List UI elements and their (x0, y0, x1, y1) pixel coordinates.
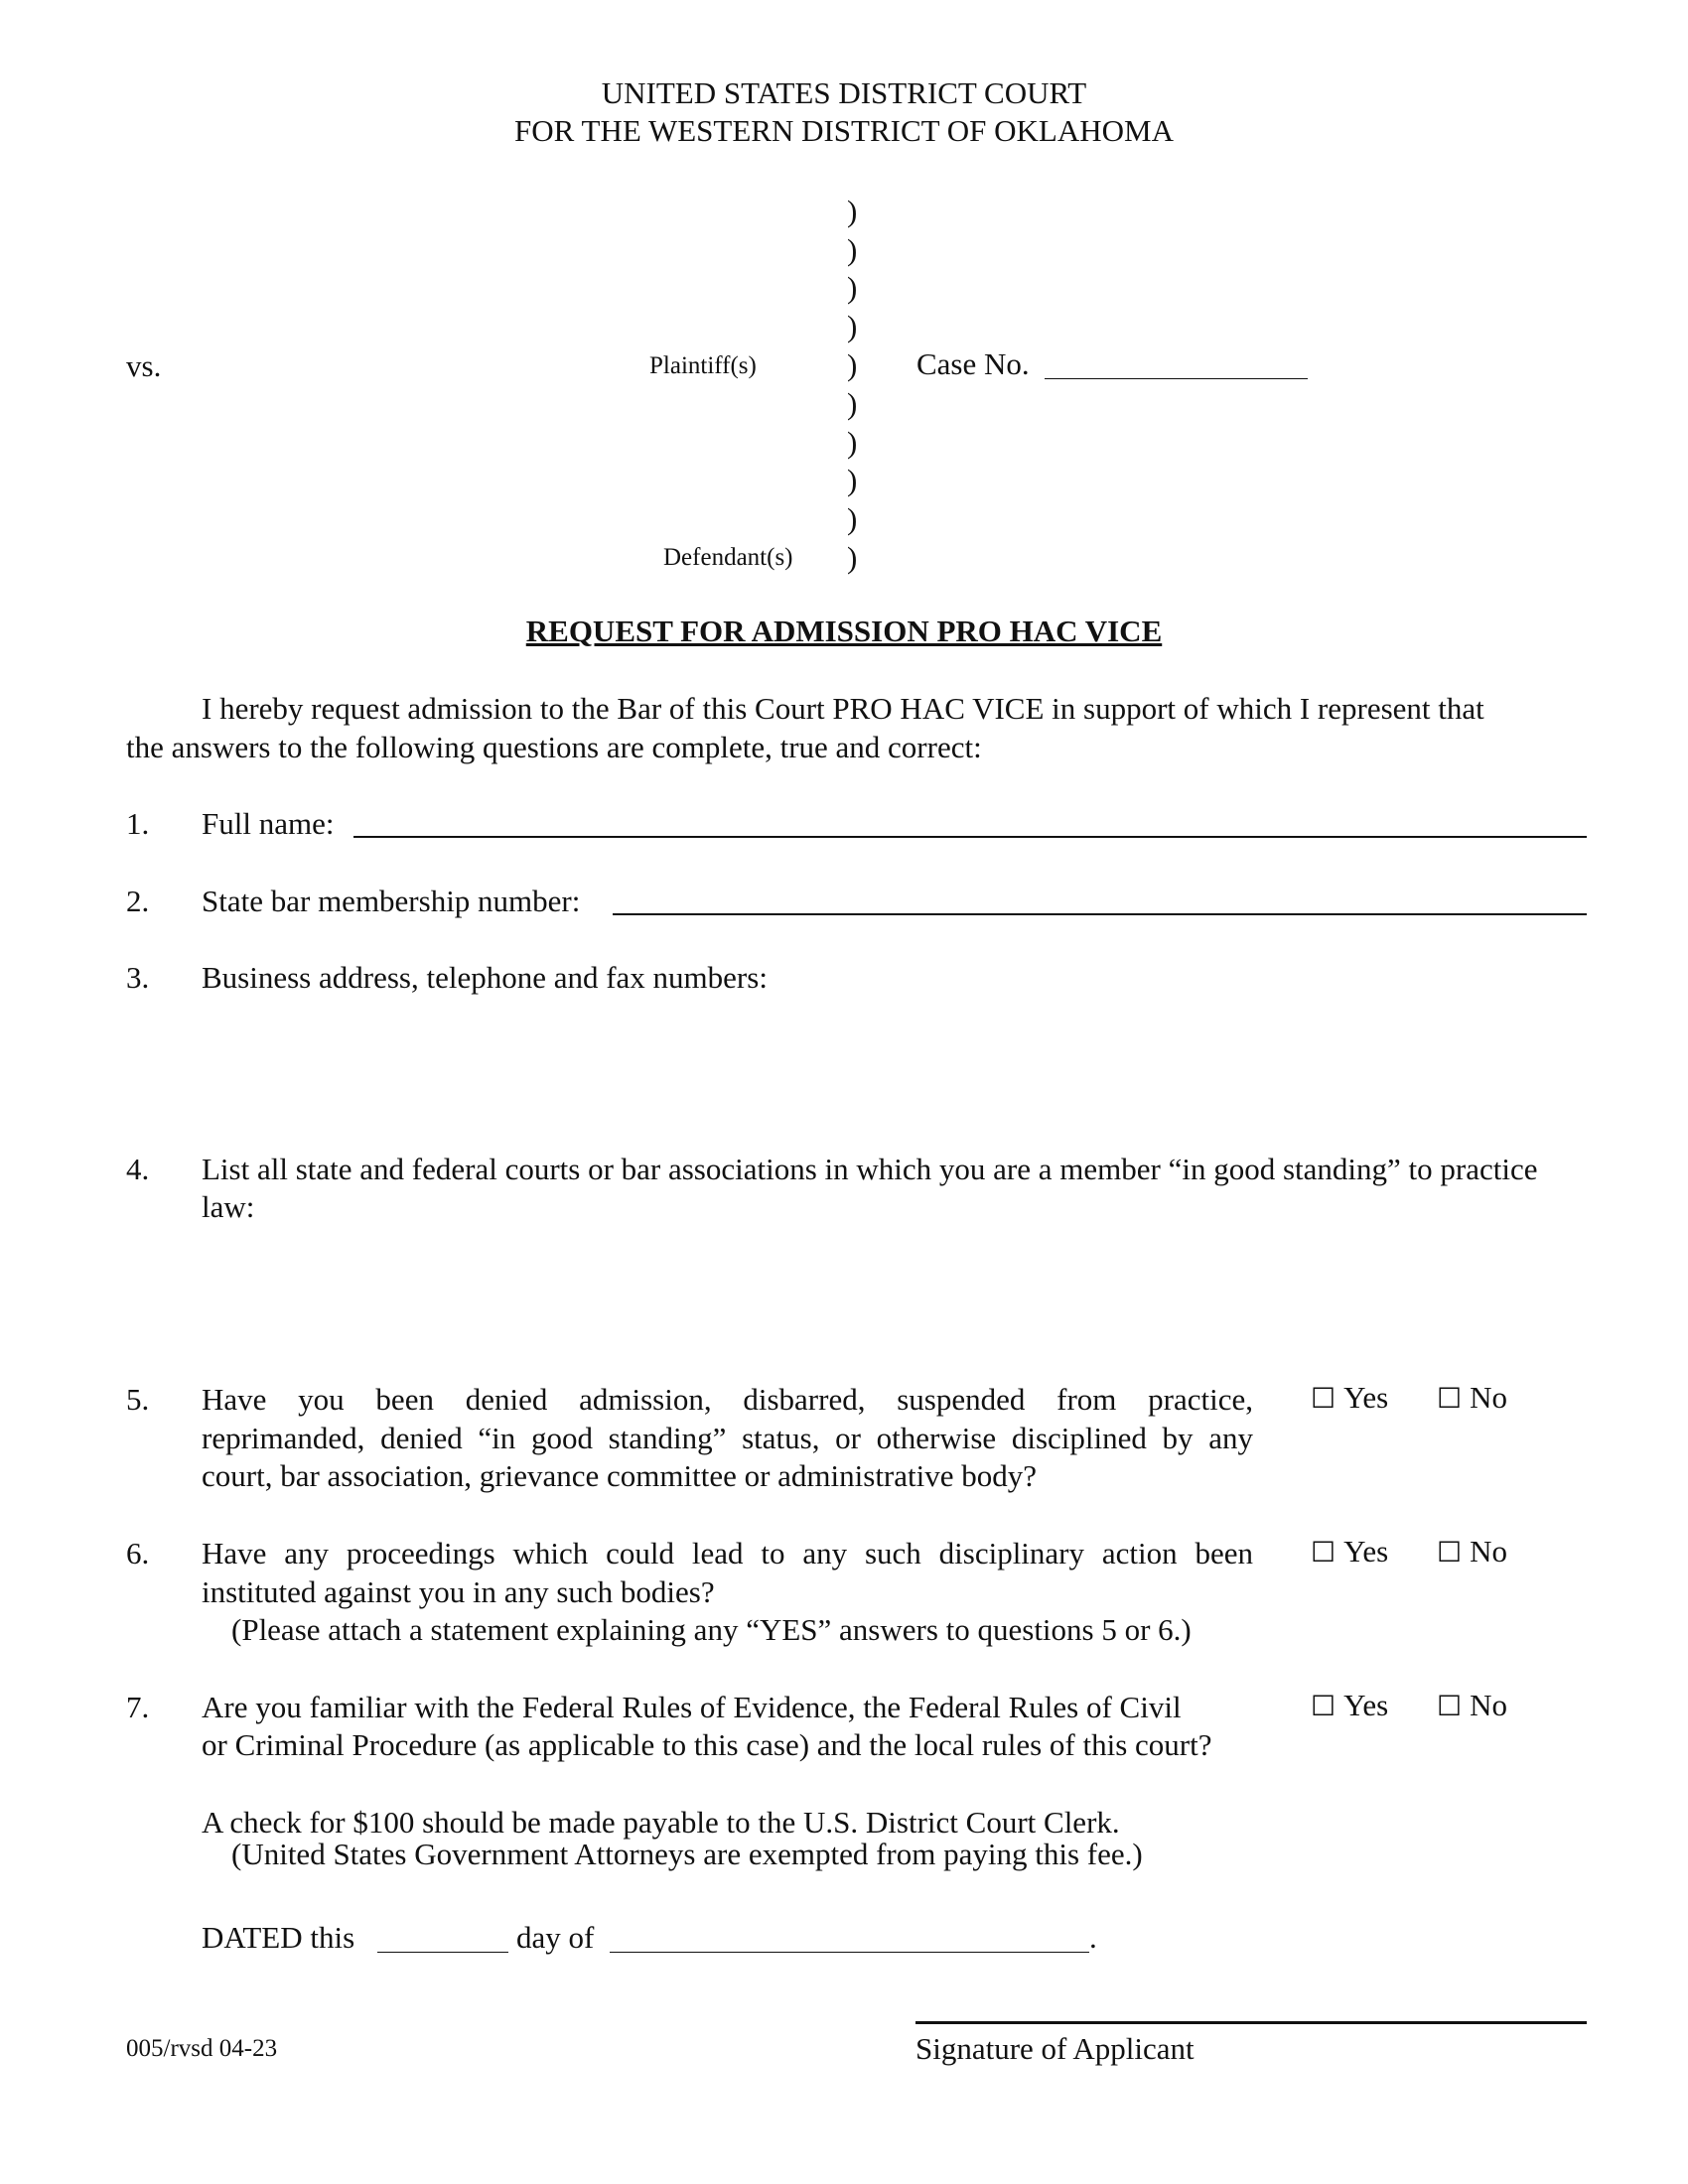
intro-text: I hereby request admission to the Bar of this Court PRO HAC VICE in support of which I represent that (202, 691, 1484, 726)
day-field[interactable] (377, 1922, 508, 1953)
question-text: court, bar association, grievance committee or administrative body? (202, 1458, 1038, 1493)
month-year-field[interactable] (610, 1922, 1089, 1953)
yes-label: Yes (1343, 1534, 1389, 1569)
question-number: 5. (126, 1382, 150, 1417)
caption-paren: ) (847, 194, 858, 228)
q5-yes-option[interactable] (1311, 1380, 1388, 1416)
defendant-label: Defendant(s) (663, 544, 793, 571)
question-number: 2. (126, 884, 150, 918)
caption-paren: ) (847, 232, 858, 267)
plaintiff-label: Plaintiff(s) (649, 352, 757, 379)
question-text: Full name: (202, 806, 335, 841)
checkbox-icon[interactable]: ☐ (1311, 1690, 1336, 1722)
caption-paren: ) (847, 309, 858, 343)
checkbox-icon[interactable]: ☐ (1311, 1536, 1336, 1569)
caption-paren: ) (847, 386, 858, 421)
q7-no-option[interactable] (1437, 1688, 1507, 1723)
caption-paren: ) (847, 425, 858, 460)
no-label: No (1470, 1688, 1507, 1722)
courts-list-area[interactable] (202, 1231, 1587, 1360)
no-label: No (1470, 1380, 1507, 1415)
no-label: No (1470, 1534, 1507, 1569)
question-note: (Please attach a statement explaining any “YES” answers to questions 5 or 6.) (231, 1612, 1192, 1647)
day-of-label: day of (516, 1920, 595, 1955)
q7-yes-option[interactable] (1311, 1688, 1388, 1723)
question-number: 6. (126, 1536, 150, 1570)
q6-yes-option[interactable] (1311, 1534, 1388, 1570)
question-text: instituted against you in any such bodies? (202, 1574, 715, 1609)
checkbox-icon[interactable]: ☐ (1437, 1382, 1463, 1415)
question-text: law: (202, 1189, 255, 1224)
form-code: 005/rvsd 04-23 (126, 2035, 278, 2062)
checkbox-icon[interactable]: ☐ (1437, 1536, 1463, 1569)
question-number: 1. (126, 806, 150, 841)
question-text: Business address, telephone and fax numbers: (202, 960, 768, 995)
caption-paren: ) (847, 540, 858, 575)
caption-paren: ) (847, 463, 858, 497)
signature-label: Signature of Applicant (915, 2031, 1195, 2066)
dated-period: . (1089, 1920, 1097, 1955)
question-text: Have any proceedings which could lead to any such disciplinary action been (202, 1536, 1253, 1570)
bar-number-field[interactable] (613, 884, 1587, 915)
dated-label: DATED this (202, 1920, 355, 1955)
checkbox-icon[interactable]: ☐ (1311, 1382, 1336, 1415)
question-text: reprimanded, denied “in good standing” status, or otherwise disciplined by any (202, 1421, 1253, 1455)
versus-label: vs. (126, 348, 162, 383)
fee-exemption: (United States Government Attorneys are exempted from paying this fee.) (231, 1837, 1143, 1871)
caption-paren: ) (847, 501, 858, 536)
yes-label: Yes (1343, 1688, 1389, 1722)
caption-paren: ) (847, 270, 858, 305)
caption-paren: ) (847, 347, 858, 382)
case-number-field[interactable] (1045, 348, 1308, 379)
court-name: UNITED STATES DISTRICT COURT (601, 75, 1087, 110)
question-text: Are you familiar with the Federal Rules of Evidence, the Federal Rules of Civil (202, 1690, 1182, 1724)
yes-label: Yes (1343, 1380, 1389, 1415)
question-number: 7. (126, 1690, 150, 1724)
case-number-label: Case No. (916, 346, 1030, 381)
court-district: FOR THE WESTERN DISTRICT OF OKLAHOMA (514, 113, 1174, 148)
checkbox-icon[interactable]: ☐ (1437, 1690, 1463, 1722)
question-text: Have you been denied admission, disbarred, suspended from practice, (202, 1382, 1253, 1417)
q5-no-option[interactable] (1437, 1380, 1507, 1416)
question-text: List all state and federal courts or bar associations in which you are a member “in good standing” to practice (202, 1152, 1538, 1186)
signature-line[interactable] (915, 2021, 1587, 2024)
fee-note: A check for $100 should be made payable to the U.S. District Court Clerk. (202, 1805, 1120, 1840)
question-number: 4. (126, 1152, 150, 1186)
form-title: REQUEST FOR ADMISSION PRO HAC VICE (525, 614, 1163, 648)
intro-text: the answers to the following questions are complete, true and correct: (126, 730, 982, 764)
business-address-area[interactable] (202, 1003, 1587, 1132)
full-name-field[interactable] (353, 806, 1587, 838)
question-text: or Criminal Procedure (as applicable to this case) and the local rules of this court? (202, 1727, 1212, 1762)
q6-no-option[interactable] (1437, 1534, 1507, 1570)
question-number: 3. (126, 960, 150, 995)
question-text: State bar membership number: (202, 884, 581, 918)
